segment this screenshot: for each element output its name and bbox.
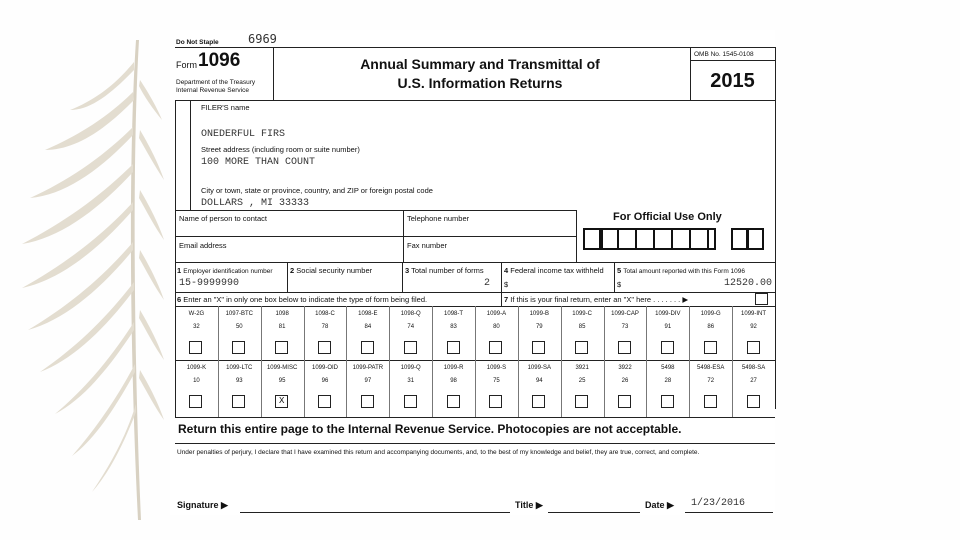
form-type-code: 73	[621, 324, 629, 330]
box4-number: 4	[504, 266, 509, 275]
form-type-checkbox[interactable]	[747, 341, 760, 354]
form-type-code: 96	[321, 378, 329, 384]
form-type-checkbox[interactable]	[232, 341, 245, 354]
filer-name-label: FILER'S name	[201, 103, 250, 112]
omb-number: OMB No. 1545-0108	[694, 51, 754, 58]
form-type-name: 5498-ESA	[697, 365, 725, 371]
form-type-code: 27	[750, 378, 757, 384]
form-type-checkbox[interactable]	[447, 341, 460, 354]
form-type-code: 97	[364, 378, 372, 384]
form-type-code: 92	[750, 324, 757, 330]
form-type-code: 50	[235, 324, 243, 330]
box5-label-text: Total amount reported with this Form 1096	[623, 268, 746, 275]
form-type-checkbox[interactable]	[489, 395, 502, 408]
form-type-checkbox[interactable]	[189, 341, 202, 354]
employer-id-value[interactable]: 15-9999990	[179, 278, 240, 289]
filer-name[interactable]: ONEDERFUL FIRS	[201, 129, 286, 140]
form-type-name: 1099-A	[486, 311, 507, 317]
form-type-name: 1099-K	[186, 365, 207, 371]
do-not-staple: Do Not Staple	[176, 39, 219, 46]
official-divider	[576, 210, 577, 262]
date-value[interactable]: 1/23/2016	[691, 498, 746, 509]
official-use-separator	[635, 230, 637, 248]
box7-label-text: If this is your final return, enter an "X" here	[510, 295, 652, 304]
form-type-code: 72	[707, 378, 715, 384]
form-title	[273, 55, 687, 93]
box6-7-divider	[501, 292, 502, 306]
form-type-code: 78	[321, 324, 329, 330]
official-use-box-group-2	[731, 228, 764, 250]
contact-mid-line	[175, 236, 576, 237]
form-type-checkbox[interactable]	[618, 341, 631, 354]
form-type-code: 83	[450, 324, 457, 330]
form-type-code: 84	[364, 324, 372, 330]
box5-number: 5	[617, 266, 622, 275]
form-type-name: 3922	[618, 365, 632, 371]
form-type-checkbox[interactable]	[361, 395, 374, 408]
form-type-name: 1099-C	[572, 311, 592, 317]
form-type-checkbox[interactable]	[318, 341, 331, 354]
omb-divider	[690, 60, 775, 61]
form-type-name: 5498-SA	[741, 365, 766, 371]
form-type-code: 94	[535, 378, 543, 384]
box3-label	[405, 266, 484, 275]
official-use-separator	[671, 230, 673, 248]
form-type-code: 31	[407, 378, 415, 384]
box7-label	[504, 295, 688, 304]
form-type-name: 1099-OID	[311, 365, 338, 371]
box4-label-text: Federal income tax withheld	[510, 266, 604, 275]
form-type-code: 85	[578, 324, 586, 330]
email-label: Email address	[179, 241, 227, 250]
form-type-code: 93	[235, 378, 243, 384]
official-use-label: For Official Use Only	[613, 211, 722, 223]
form-type-code: 86	[707, 324, 715, 330]
form-type-checkbox[interactable]	[318, 395, 331, 408]
date-label: Date ▶	[645, 500, 674, 510]
box1-number: 1	[177, 266, 182, 275]
form-type-checkbox[interactable]	[489, 341, 502, 354]
form-type-code: 75	[493, 378, 500, 384]
telephone-label: Telephone number	[407, 214, 470, 223]
total-forms-value[interactable]: 2	[483, 278, 490, 289]
street-label: Street address (including room or suite number)	[201, 145, 360, 154]
grid-bottom-line	[175, 417, 775, 418]
frame-right-line	[775, 47, 776, 409]
form-type-checkbox[interactable]	[704, 395, 717, 408]
city-label: City or town, state or province, country, and ZIP or foreign postal code	[201, 186, 433, 195]
title-line1: Annual Summary and Transmittal of	[360, 56, 600, 72]
form-type-name: 5498	[661, 365, 675, 371]
form-type-name: 1098-C	[315, 311, 335, 317]
box-divider	[614, 262, 615, 292]
contact-person-label: Name of person to contact	[179, 214, 267, 223]
form-type-name: 1099-B	[529, 311, 549, 317]
form-type-code: 91	[664, 324, 672, 330]
form-type-checkbox[interactable]	[404, 395, 417, 408]
form-type-name: 1099-LTC	[226, 365, 253, 371]
form-type-checkbox[interactable]	[361, 341, 374, 354]
frame-top-line	[175, 47, 775, 48]
box6-label	[177, 295, 427, 304]
form-label: Form	[176, 60, 197, 70]
box1-label-text: Employer identification number	[183, 268, 273, 275]
form-type-checkbox[interactable]	[661, 395, 674, 408]
box-divider	[287, 262, 288, 292]
fax-label: Fax number	[407, 241, 448, 250]
box7-leader-dots: . . . . . . . ▶	[653, 295, 689, 304]
form-type-name: 1099-Q	[400, 365, 421, 371]
footer-rule	[175, 443, 775, 444]
official-use-separator	[617, 230, 619, 248]
official-use-separator	[707, 230, 709, 248]
form-type-name: 1099-S	[486, 365, 507, 371]
form-type-checkbox[interactable]	[232, 395, 245, 408]
form-type-code: 95	[278, 378, 286, 384]
contact-bottom-line	[175, 262, 775, 263]
form-type-name: 1099-SA	[527, 365, 551, 371]
city-state-zip[interactable]: DOLLARS , MI 33333	[201, 198, 310, 209]
title-line[interactable]	[548, 512, 640, 513]
form-type-name: 1099-PATR	[352, 365, 384, 371]
box-divider	[402, 262, 403, 292]
dept-line2: Internal Revenue Service	[176, 87, 249, 94]
form-type-checkbox[interactable]: X	[275, 395, 288, 408]
filer-left-line	[190, 100, 191, 210]
form-type-code: 98	[450, 378, 457, 384]
form-type-name: 1098-E	[358, 311, 378, 317]
box6-number: 6	[177, 295, 182, 304]
form-type-name: 1099-CAP	[611, 311, 639, 317]
dept-line1: Department of the Treasury	[176, 79, 256, 86]
form-type-code: 74	[407, 324, 415, 330]
perjury-statement: Under penalties of perjury, I declare that I have examined this return and accompanying documents, and, to the best of my knowledge and belief, they are true, correct, and complete.	[177, 449, 700, 456]
official-use-separator	[653, 230, 655, 248]
form-type-name: 1098-Q	[400, 311, 421, 317]
official-use-separator	[689, 230, 691, 248]
street-address[interactable]: 100 MORE THAN COUNT	[201, 157, 316, 168]
total-amount-value[interactable]: 12520.00	[723, 278, 772, 289]
form-type-name: 1099-MISC	[266, 365, 298, 371]
form-type-checkbox[interactable]	[532, 341, 545, 354]
boxes-bottom-line	[175, 292, 775, 293]
handwritten-number: 6969	[248, 32, 277, 46]
box7-number: 7	[504, 295, 509, 304]
signature-label: Signature ▶	[177, 500, 228, 510]
box3-number: 3	[405, 266, 410, 275]
return-instruction: Return this entire page to the Internal Revenue Service. Photocopies are not acceptable.	[178, 422, 682, 436]
official-use-separator	[746, 230, 749, 248]
box5-label	[617, 266, 745, 275]
box2-label	[290, 266, 372, 275]
form-type-checkbox[interactable]	[575, 395, 588, 408]
box3-label-text: Total number of forms	[411, 266, 484, 275]
official-use-separator	[599, 230, 603, 248]
title-label: Title ▶	[515, 500, 543, 510]
form-type-code: 26	[621, 378, 629, 384]
form-1096	[170, 30, 775, 515]
header-bottom-line	[175, 100, 775, 101]
form-type-code: 28	[664, 378, 672, 384]
form-type-checkbox[interactable]	[575, 341, 588, 354]
final-return-checkbox[interactable]	[755, 293, 768, 305]
box2-number: 2	[290, 266, 295, 275]
official-use-box-group-1	[583, 228, 716, 250]
form-type-code: 79	[535, 324, 543, 330]
box2-label-text: Social security number	[296, 266, 373, 275]
form-type-checkbox[interactable]	[747, 395, 760, 408]
form-type-checkbox[interactable]	[404, 341, 417, 354]
form-type-checkbox[interactable]	[532, 395, 545, 408]
form-type-checkbox[interactable]	[275, 341, 288, 354]
box6-label-text: Enter an "X" in only one box below to indicate the type of form being filed.	[183, 295, 428, 304]
form-type-checkbox[interactable]	[661, 341, 674, 354]
form-type-code: 25	[578, 378, 586, 384]
date-line	[685, 512, 773, 513]
form-type-code: 10	[193, 378, 200, 384]
box-divider	[501, 262, 502, 292]
form-type-name: 1099-G	[700, 311, 721, 317]
box4-label	[504, 266, 604, 275]
form-type-name: 3921	[575, 365, 589, 371]
form-type-code: 32	[193, 324, 200, 330]
form-number: 1096	[198, 50, 241, 71]
form-type-code: 80	[493, 324, 500, 330]
box1-label	[177, 266, 273, 275]
form-type-name: W-2G	[188, 311, 205, 317]
form-type-name: 1098-T	[444, 311, 464, 317]
form-type-checkbox[interactable]	[618, 395, 631, 408]
form-type-name: 1098	[275, 311, 289, 317]
form-type-name: 1099-DIV	[655, 311, 681, 317]
title-line2: U.S. Information Returns	[397, 75, 563, 91]
form-type-checkbox[interactable]	[189, 395, 202, 408]
form-type-checkbox[interactable]	[447, 395, 460, 408]
tax-year: 2015	[710, 70, 755, 92]
box5-dollar: $	[617, 280, 622, 289]
filer-bottom-line	[175, 210, 576, 211]
form-type-name: 1097-BTC	[225, 311, 253, 317]
form-type-name: 1099-INT	[741, 311, 767, 317]
form-type-code: 81	[278, 324, 286, 330]
signature-line[interactable]	[240, 512, 510, 513]
form-type-checkbox[interactable]	[704, 341, 717, 354]
box4-dollar: $	[504, 280, 509, 289]
form-type-name: 1099-R	[443, 365, 464, 371]
